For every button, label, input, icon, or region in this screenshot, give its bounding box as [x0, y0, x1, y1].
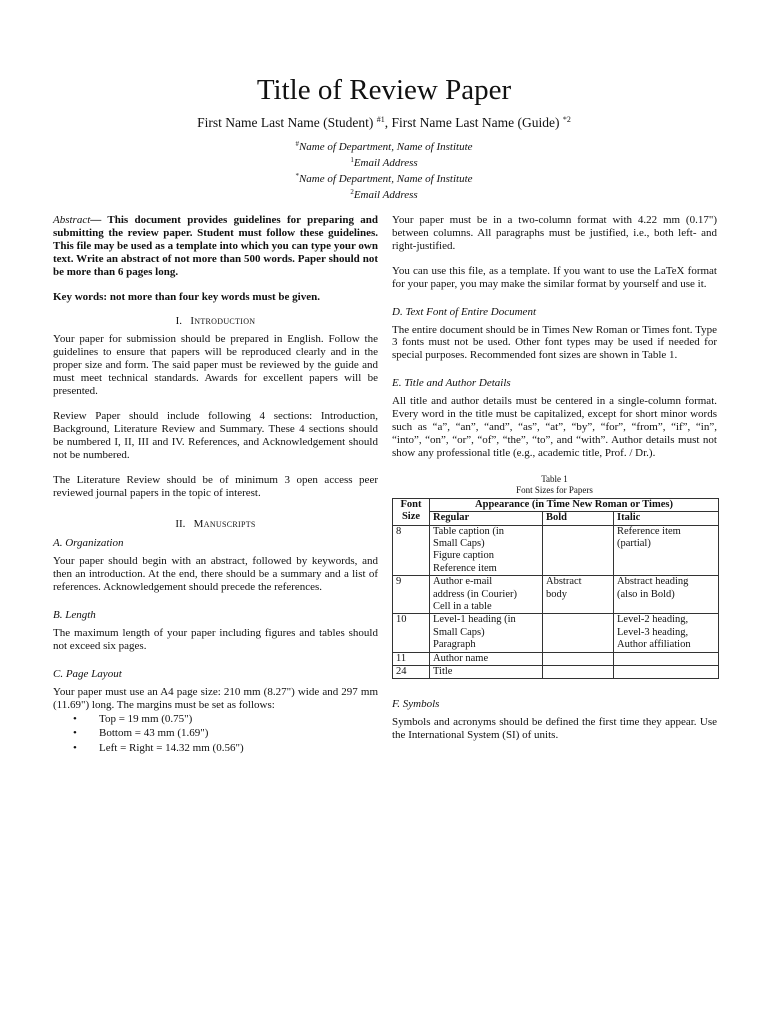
list-item: • Top = 19 mm (0.75") [53, 712, 378, 727]
section-number: I. [175, 315, 183, 328]
table-cell-font-size: 10 [393, 614, 430, 652]
table-cell-font-size: 8 [393, 525, 430, 576]
title-author-paragraph: All title and author details must be centered in a single-column format. Every word in the title must be capitalized, except for short minor words such as “a”, “an”, “and”, “as”, “at”, “by”, “for”, “from”, “if”, “in”, “into”, “on”, “or”, “of”, “the”, “to”, and “with”. Author details must not show any professional title (e.g., academic title, Prof. / Dr.). [392, 395, 717, 459]
affiliation-1-dept-superscript: # [295, 140, 299, 148]
margin-list [53, 712, 378, 756]
table-cell-regular: Table caption (in Small Caps) Figure caption Reference item [430, 525, 543, 576]
table-cell-regular: Level-1 heading (in Small Caps) Paragraph [430, 614, 543, 652]
affiliation-1-email: Email Address [353, 157, 418, 169]
affiliation-1-department: Name of Department, Name of Institute [298, 141, 473, 153]
abstract-text: This document provides guidelines for preparing and submitting the review paper. Student must follow these guidelines. This file may be used as a template into which you can type your own text. Write an abstract of not more than 500 words. Paper should not be more than 6 pages long. [53, 214, 378, 278]
abstract [53, 214, 378, 279]
length-paragraph: The maximum length of your paper including figures and tables should not exceed six pages. [53, 627, 378, 653]
table-cell-italic: Reference item (partial) [614, 525, 719, 576]
table-row [393, 525, 719, 576]
affiliation-2 [0, 170, 768, 202]
table-header-italic: Italic [614, 512, 719, 525]
author-guide: First Name Last Name (Guide) [391, 115, 560, 130]
section-title: Introduction [190, 315, 256, 328]
subsection-heading-page-layout: C. Page Layout [53, 667, 122, 680]
table-header-row [393, 498, 719, 511]
author-line [0, 111, 768, 131]
abstract-dash: — [90, 214, 102, 226]
table-cell-bold: Abstract body [543, 576, 614, 614]
page-layout-paragraph: Your paper must use an A4 page size: 210 mm (8.27") wide and 297 mm (11.69") long. The margins must be set as follows: [53, 685, 378, 711]
table-row [393, 576, 719, 614]
author-guide-superscript: *2 [562, 115, 571, 124]
affiliation-2-department: Name of Department, Name of Institute [298, 173, 473, 185]
table-cell-italic: Level-2 heading, Level-3 heading, Author affiliation [614, 614, 719, 652]
left-column [53, 214, 378, 755]
list-item: • Left = Right = 14.32 mm (0.56") [53, 741, 378, 756]
table-cell-bold [543, 614, 614, 652]
affiliation-1-email-superscript: 1 [350, 156, 354, 164]
template-paragraph: You can use this file, as a template. If you want to use the LaTeX format for your paper, you may make the similar format by yourself and use it. [392, 264, 717, 290]
table-subheader-row [393, 512, 719, 525]
table-header-regular: Regular [430, 512, 543, 525]
table-cell-font-size: 9 [393, 576, 430, 614]
table-cell-font-size: 11 [393, 652, 430, 665]
table-row [393, 652, 719, 665]
table-header-bold: Bold [543, 512, 614, 525]
table-cell-regular: Author e-mail address (in Courier) Cell in a table [430, 576, 543, 614]
table-cell-bold [543, 652, 614, 665]
organization-paragraph: Your paper should begin with an abstract, followed by keywords, and then an introduction. At the end, there should be a summary and a list of references. Acknowledgement should precede the references. [53, 555, 378, 594]
table-cell-regular: Title [430, 666, 543, 679]
symbols-paragraph: Symbols and acronyms should be defined the first time they appear. Use the International System (SI) of units. [392, 716, 717, 742]
section-number: II. [175, 518, 186, 531]
section-heading-manuscripts [53, 518, 378, 531]
keywords: Key words: not more than four key words must be given. [53, 290, 320, 303]
affiliation-2-email: Email Address [353, 189, 418, 201]
table-cell-bold [543, 666, 614, 679]
table-cell-bold [543, 525, 614, 576]
table-cell-italic [614, 652, 719, 665]
subsection-heading-title-author: E. Title and Author Details [392, 377, 511, 390]
table-cell-italic [614, 666, 719, 679]
subsection-heading-organization: A. Organization [53, 537, 124, 550]
subsection-heading-length: B. Length [53, 609, 96, 622]
paper-title: Title of Review Paper [256, 74, 512, 106]
affiliation-1 [0, 138, 768, 170]
text-font-paragraph: The entire document should be in Times New Roman or Times font. Type 3 fonts must not be used. Other font types may be used if needed for special purposes. Recommended font sizes are shown in Table 1. [392, 323, 717, 362]
affiliation-2-dept-superscript: * [295, 172, 299, 180]
table-row [393, 614, 719, 652]
table-header-appearance: Appearance (in Time New Roman or Times) [430, 498, 719, 511]
author-student: First Name Last Name (Student) [197, 115, 374, 130]
table-header-font-size: Font Size [393, 498, 430, 525]
abstract-lead: Abstract [53, 214, 91, 226]
list-item: • Bottom = 43 mm (1.69") [53, 726, 378, 741]
intro-paragraph-2: Review Paper should include following 4 sections: Introduction, Background, Literature Review and Summary. These 4 sections should be numbered I, II, III and IV. References, and Acknowledgement should not be numbered. [53, 409, 378, 461]
table-row [393, 666, 719, 679]
subsection-heading-symbols: F. Symbols [392, 698, 440, 711]
table-caption: Font Sizes for Papers [516, 484, 593, 495]
font-size-table [392, 498, 719, 680]
right-column [392, 214, 717, 742]
author-student-superscript: #1 [376, 115, 385, 124]
affiliation-2-email-superscript: 2 [350, 188, 354, 196]
table-cell-font-size: 24 [393, 666, 430, 679]
table-cell-regular: Author name [430, 652, 543, 665]
intro-paragraph-1: Your paper for submission should be prepared in English. Follow the guidelines to ensure that papers will be reproduced clearly and in the proper size and form. The said paper must be reviewed by the guide and must meet technical standards. Awards for excellent papers will be presented. [53, 333, 378, 398]
two-column-paragraph: Your paper must be in a two-column format with 4.22 mm (0.17") between columns. All paragraphs must be justified, i.e., both left- and right-justified. [392, 214, 717, 252]
section-heading-introduction [53, 315, 378, 328]
intro-paragraph-3: The Literature Review should be of minimum 3 open access peer reviewed journal papers in the topic of interest. [53, 473, 378, 499]
subsection-heading-text-font: D. Text Font of Entire Document [392, 305, 536, 318]
table-label: Table 1 [541, 473, 568, 484]
author-separator: , [384, 115, 392, 130]
section-title: Manuscripts [193, 518, 256, 531]
table-cell-italic: Abstract heading (also in Bold) [614, 576, 719, 614]
